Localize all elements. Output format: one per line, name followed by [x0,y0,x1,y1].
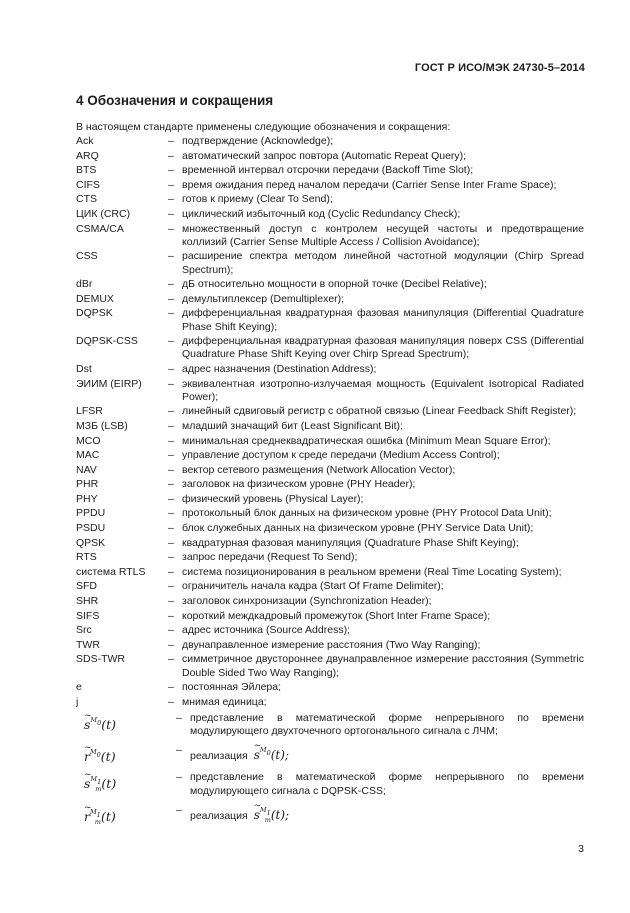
abbreviation-definition: запрос передачи (Request To Send); [182,551,358,564]
abbreviation-row [76,293,584,306]
dash: – [168,222,174,235]
abbreviation-definition: квадратурная фазовая манипуляция (Quadrature Phase Shift Keying); [182,536,519,549]
math-entry-s-m0 [76,712,584,738]
abbreviation-term: CSMA/CA [76,222,124,235]
dash: – [168,405,174,418]
abbreviation-definition: постоянная Эйлера; [182,681,282,694]
abbreviation-term: Dst [76,362,92,375]
abbreviations-list [76,135,584,831]
dash: – [168,449,174,462]
abbreviation-definition: вектор сетевого размещения (Network Allocation Vector); [182,463,456,476]
abbreviation-row [76,522,584,535]
dash: – [168,522,174,535]
dash: – [168,653,174,666]
dash: – [168,565,174,578]
abbreviation-row [76,278,584,291]
dash: – [176,803,182,816]
dash: – [168,193,174,206]
abbreviation-term: DQPSK [76,307,113,320]
page-number: 3 [578,843,584,855]
abbreviation-definition: дБ относительно мощности в опорной точке (Decibel Relative); [182,278,487,291]
abbreviation-row [76,223,584,249]
abbreviation-definition: множественный доступ с контролем несущей частоты и предотвращение коллизий (Carrier Sense Multiple Access / Collision Avoidance); [182,222,584,248]
abbreviation-definition: адрес назначения (Destination Address); [182,362,377,375]
abbreviation-term: SHR [76,595,99,608]
abbreviation-definition: мнимая единица; [182,695,267,708]
abbreviation-definition: готов к приему (Clear To Send); [182,193,333,206]
dash: – [168,478,174,491]
abbreviation-term: BTS [76,164,97,177]
dash: – [168,362,174,375]
dash: – [168,551,174,564]
dash: – [168,492,174,505]
abbreviation-row [76,595,584,608]
document-header: ГОСТ Р ИСО/МЭК 24730-5–2014 [414,62,585,74]
abbreviation-definition: управление доступом к среде передачи (Medium Access Control); [182,449,500,462]
abbreviation-term: PPDU [76,507,106,520]
math-definition: реализация [190,809,248,822]
dash: – [168,207,174,220]
dash: – [168,507,174,520]
abbreviation-term: PSDU [76,522,106,535]
dash: – [168,292,174,305]
abbreviation-definition: адрес источника (Source Address); [182,624,350,637]
abbreviation-term: CSS [76,250,98,263]
abbreviation-term: DEMUX [76,292,114,305]
abbreviation-definition: дифференциальная квадратурная фазовая манипуляция поверх CSS (Differential Quadrature Phase Shift Keying over Chirp Spread Spectrum); [182,335,584,361]
dash: – [168,434,174,447]
abbreviation-definition: двунаправленное измерение расстояния (Two Way Ranging); [182,638,481,651]
abbreviation-term: TWR [76,638,100,651]
abbreviation-term: LFSR [76,405,103,418]
abbreviation-term: MAC [76,449,100,462]
abbreviation-row [76,405,584,418]
abbreviation-term: QPSK [76,536,106,549]
abbreviation-term: ЦИК (CRC) [76,207,131,220]
dash: – [168,681,174,694]
abbreviation-definition: протокольный блок данных на физическом уровне (PHY Protocol Data Unit); [182,507,552,520]
math-definition: реализация [190,750,248,763]
abbreviation-definition: расширение спектра методом линейной частотной модуляции (Chirp Spread Spectrum); [182,250,584,276]
math-definition: представление в математической форме непрерывного по времени модулирующего сигнала с DQPSK-CSS; [190,771,584,797]
dash: – [176,712,182,725]
math-entry-r-m1 [76,804,584,830]
abbreviation-term: ЭИИМ (EIRP) [76,377,142,390]
abbreviation-definition: младший значащий бит (Least Significant Bit); [182,419,403,432]
abbreviation-definition: время ожидания перед началом передачи (Carrier Sense Inter Frame Space); [182,178,557,191]
dash: – [176,771,182,784]
intro-paragraph: В настоящем стандарте применены следующие обозначения и сокращения: [76,121,451,133]
dash: – [168,695,174,708]
dash: – [168,250,174,263]
abbreviation-row [76,478,584,491]
dash: – [168,624,174,637]
abbreviation-term: DQPSK-CSS [76,335,138,348]
abbreviation-definition: система позиционирования в реальном времени (Real Time Locating System); [182,565,562,578]
abbreviation-row [76,150,584,163]
abbreviation-row [76,250,584,276]
dash: – [168,149,174,162]
abbreviation-row [76,681,584,694]
abbreviation-term: CTS [76,193,97,206]
abbreviation-definition: симметричное двустороннее двунаправленное измерение расстояния (Symmetric Double Sided Two Way Ranging); [182,653,584,679]
abbreviation-term: e [76,681,82,694]
abbreviation-row [76,624,584,637]
dash: – [168,178,174,191]
abbreviation-definition: ограничитель начала кадра (Start Of Frame Delimiter); [182,580,444,593]
abbreviation-term: МЗБ (LSB) [76,419,128,432]
abbreviation-term: MCO [76,434,101,447]
abbreviation-definition: подтверждение (Acknowledge); [182,135,334,147]
math-symbol-r-m1: ~ $r^{M_1}_m(t)$ [76,804,176,830]
abbreviation-term: система RTLS [76,565,146,578]
math-symbol-s-m0: ~ $s^{M_0}(t)$ [76,712,176,733]
section-title: 4 Обозначения и сокращения [76,93,274,108]
abbreviation-definition: физический уровень (Physical Layer); [182,492,364,505]
abbreviation-term: Src [76,624,92,637]
abbreviation-definition: циклический избыточный код (Cyclic Redundancy Check); [182,207,461,220]
abbreviation-definition: заголовок синхронизации (Synchronization Header); [182,595,432,608]
abbreviation-term: NAV [76,463,97,476]
abbreviation-definition: демультиплексер (Demultiplexer); [182,292,345,305]
dash: – [176,744,182,757]
abbreviation-row [76,363,584,376]
abbreviation-row [76,566,584,579]
dash: – [168,638,174,651]
abbreviation-row [76,335,584,361]
abbreviation-row [76,639,584,652]
dash: – [168,377,174,390]
abbreviation-row [76,696,584,709]
abbreviation-row [76,135,584,148]
dash: – [168,536,174,549]
abbreviation-row [76,193,584,206]
dash: – [168,164,174,177]
abbreviation-row [76,551,584,564]
dash: – [168,580,174,593]
abbreviation-definition: дифференциальная квадратурная фазовая манипуляция (Differential Quadrature Phase Shift Keying); [182,307,584,333]
abbreviation-row [76,449,584,462]
abbreviation-row [76,208,584,221]
abbreviation-definition: эквивалентная изотропно-излучаемая мощность (Equivalent Isotropical Radiated Power); [182,377,584,403]
abbreviation-term: PHY [76,492,98,505]
abbreviation-definition: заголовок на физическом уровне (PHY Header); [182,478,416,491]
abbreviation-row [76,179,584,192]
abbreviation-row [76,610,584,623]
abbreviation-row [76,653,584,679]
math-entry-s-m1 [76,771,584,797]
abbreviation-row [76,493,584,506]
dash: – [168,278,174,291]
abbreviation-term: ARQ [76,149,99,162]
math-definition: представление в математической форме непрерывного по времени модулирующего двухточечного ортогонального сигнала с ЛЧМ; [190,712,584,738]
dash: – [168,463,174,476]
dash: – [168,135,174,147]
math-symbol-r-m0: ~ $r^{M_0}(t)$ [76,744,176,765]
dash: – [168,595,174,608]
abbreviation-definition: минимальная среднеквадратическая ошибка (Minimum Mean Square Error); [182,434,551,447]
abbreviation-row [76,420,584,433]
dash: – [168,419,174,432]
abbreviation-term: RTS [76,551,97,564]
abbreviation-term: SDS-TWR [76,653,125,666]
abbreviation-row [76,164,584,177]
abbreviation-row [76,464,584,477]
inline-math-s-m0: ~ $s^{M_0}(t)$; [254,748,289,762]
abbreviation-definition: автоматический запрос повтора (Automatic Repeat Query); [182,149,467,162]
abbreviation-term: j [76,695,79,708]
abbreviation-row [76,378,584,404]
dash: – [168,307,174,320]
abbreviation-term: dBr [76,278,93,291]
abbreviation-row [76,435,584,448]
abbreviation-term: Ack [76,135,94,147]
abbreviation-row [76,537,584,550]
abbreviation-row [76,507,584,520]
abbreviation-definition: блок служебных данных на физическом уровне (PHY Service Data Unit); [182,522,534,535]
abbreviation-term: SFD [76,580,97,593]
math-symbol-s-m1: ~ $s^{M_1}_m(t)$ [76,771,176,797]
dash: – [168,335,174,348]
dash: – [168,609,174,622]
abbreviation-definition: временной интервал отсрочки передачи (Backoff Time Slot); [182,164,474,177]
abbreviation-definition: короткий междкадровый промежуток (Short Inter Frame Space); [182,609,491,622]
abbreviation-row [76,580,584,593]
inline-math-s-m1: ~ $s^{M_1}_m(t)$; [254,808,289,822]
math-entry-r-m0 [76,744,584,765]
abbreviation-term: PHR [76,478,99,491]
abbreviation-term: SIFS [76,609,100,622]
abbreviation-term: CIFS [76,178,100,191]
abbreviation-definition: линейный сдвиговый регистр с обратной связью (Linear Feedback Shift Register); [182,405,577,418]
abbreviation-row [76,307,584,333]
